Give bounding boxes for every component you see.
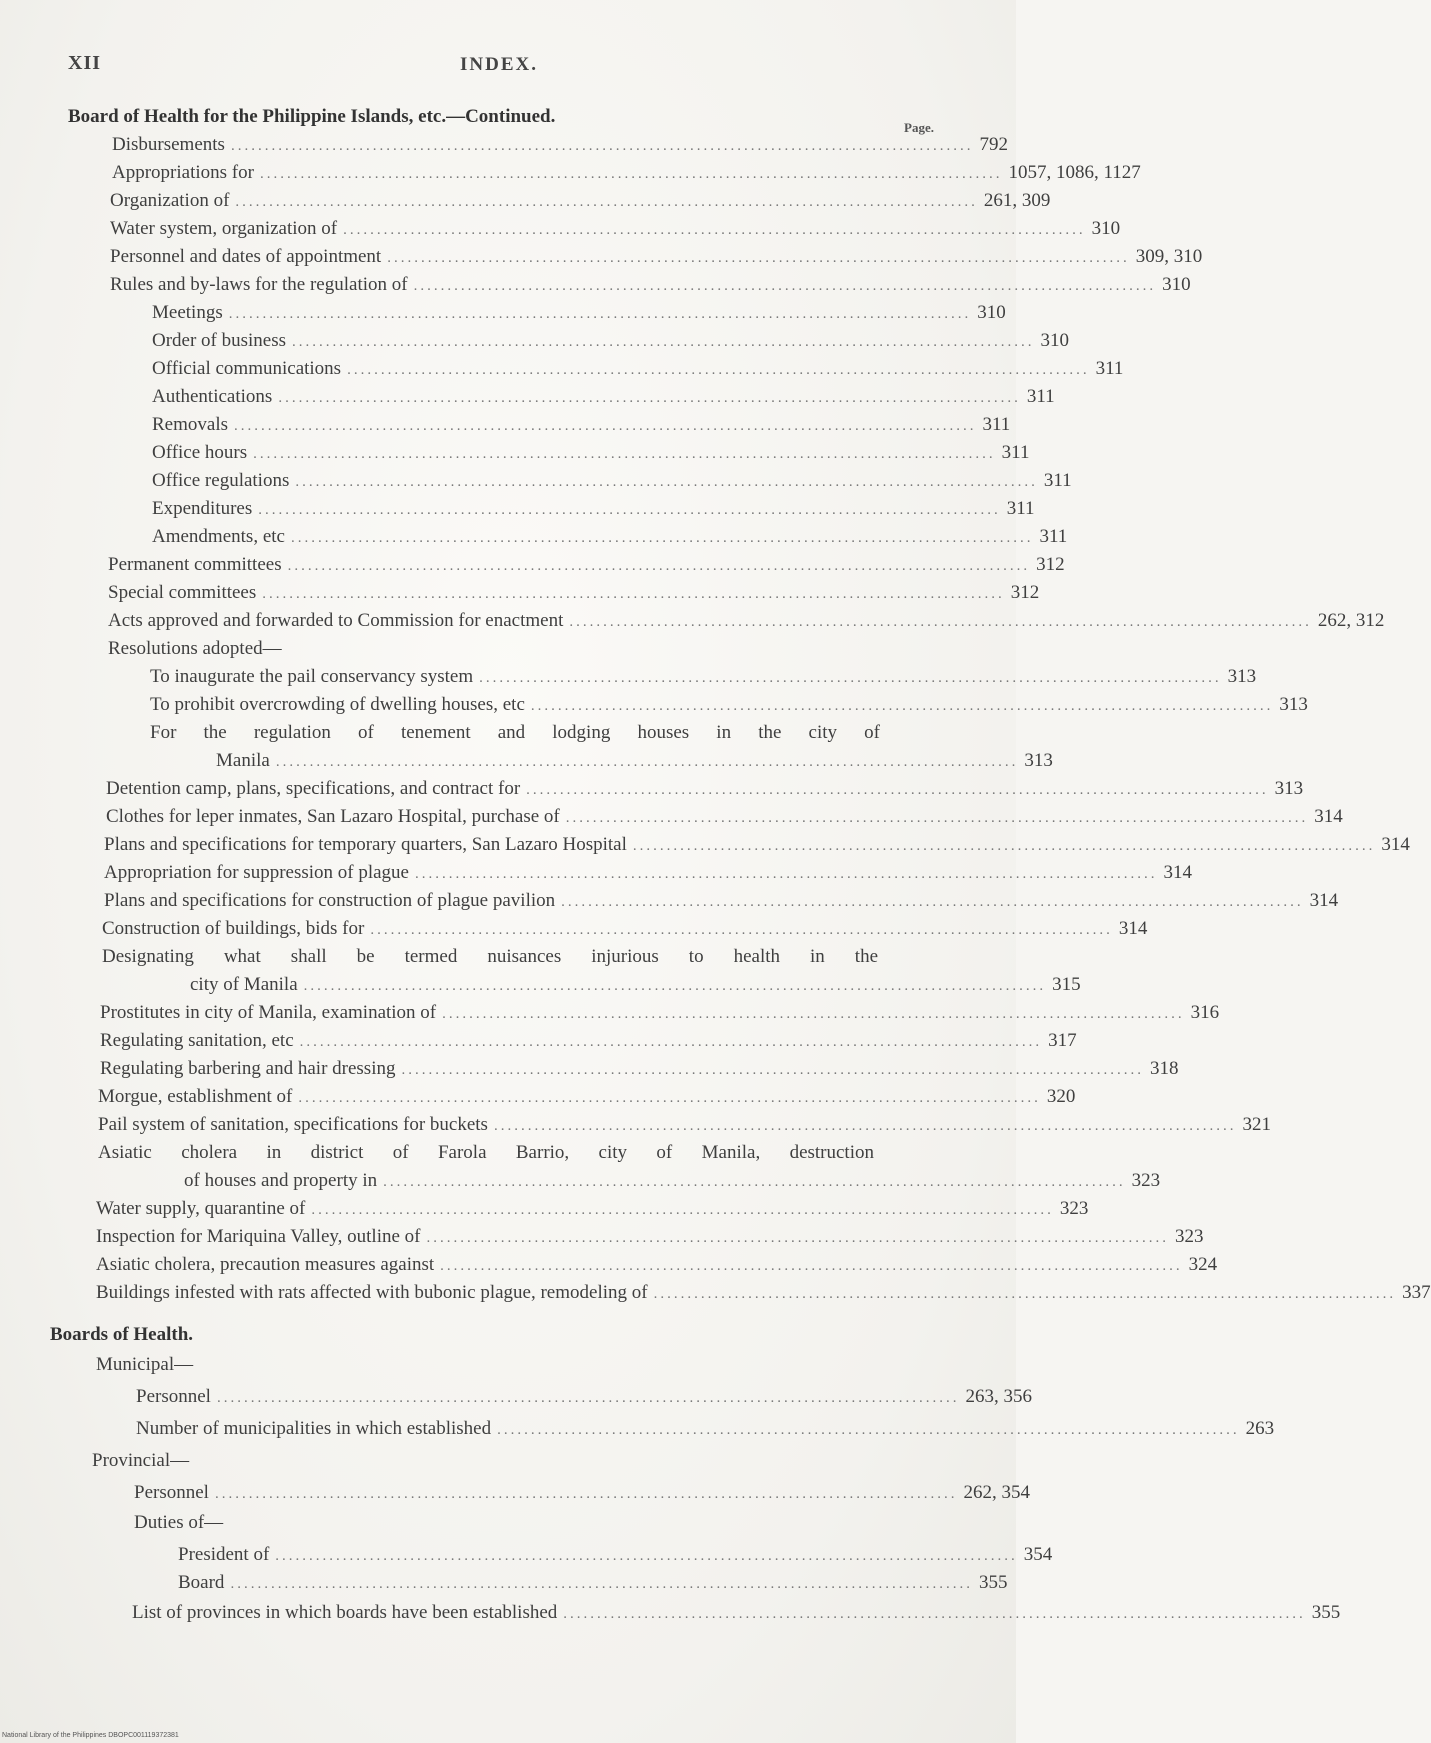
index-entry: List of provinces in which boards have been established .............................................................................................................. 355 bbox=[132, 1602, 1341, 1623]
index-subheading: Municipal— bbox=[96, 1354, 194, 1375]
index-entry: Buildings infested with rats affected with bubonic plague, remodeling of .............................................................................................................. 337 bbox=[96, 1282, 1431, 1303]
index-entry: Construction of buildings, bids for .............................................................................................................. 314 bbox=[102, 918, 1148, 939]
index-subheading: Resolutions adopted— bbox=[108, 638, 282, 659]
index-entry: Special committees .............................................................................................................. 312 bbox=[108, 582, 1040, 603]
index-entry: Office hours .............................................................................................................. 311 bbox=[152, 442, 1030, 463]
index-entry: city of Manila .............................................................................................................. 315 bbox=[190, 974, 1081, 995]
index-entry: Personnel .............................................................................................................. 262, 354 bbox=[134, 1482, 1030, 1503]
index-entry: Disbursements .............................................................................................................. 792 bbox=[112, 134, 1008, 155]
index-entry: Prostitutes in city of Manila, examination of .............................................................................................................. 316 bbox=[100, 1002, 1220, 1023]
index-entry: Permanent committees .............................................................................................................. 312 bbox=[108, 554, 1065, 575]
index-subheading: Duties of— bbox=[134, 1512, 224, 1533]
index-entry: Rules and by-laws for the regulation of .............................................................................................................. 310 bbox=[110, 274, 1191, 295]
page-title: INDEX. bbox=[460, 54, 538, 75]
index-entry: Water system, organization of .............................................................................................................. 310 bbox=[110, 218, 1121, 239]
index-entry: Inspection for Mariquina Valley, outline of .............................................................................................................. 323 bbox=[96, 1226, 1204, 1247]
index-entry: Expenditures .............................................................................................................. 311 bbox=[152, 498, 1035, 519]
index-entry: Organization of .............................................................................................................. 261, 309 bbox=[110, 190, 1051, 211]
index-entry: Board .............................................................................................................. 355 bbox=[178, 1572, 1008, 1593]
index-entry-wrapped: Designating what shall be termed nuisances injurious to health in the bbox=[102, 946, 878, 967]
index-entry: Pail system of sanitation, specifications for buckets .............................................................................................................. 321 bbox=[98, 1114, 1271, 1135]
index-entry-wrapped: Asiatic cholera in district of Farola Barrio, city of Manila, destruction bbox=[98, 1142, 874, 1163]
index-entry: Morgue, establishment of .............................................................................................................. 320 bbox=[98, 1086, 1076, 1107]
index-entry: To inaugurate the pail conservancy system .............................................................................................................. 313 bbox=[150, 666, 1257, 687]
index-entry: President of .............................................................................................................. 354 bbox=[178, 1544, 1053, 1565]
index-entry: Personnel .............................................................................................................. 263, 356 bbox=[136, 1386, 1032, 1407]
page-number-roman: XII bbox=[68, 52, 102, 74]
index-entry: Appropriations for .............................................................................................................. 1057, 1086, 1127 bbox=[112, 162, 1141, 183]
index-entry: Office regulations .............................................................................................................. 311 bbox=[152, 470, 1072, 491]
index-entry: Acts approved and forwarded to Commission for enactment .............................................................................................................. 262, 312 bbox=[108, 610, 1385, 631]
index-entry: Authentications .............................................................................................................. 311 bbox=[152, 386, 1055, 407]
section-heading: Boards of Health. bbox=[50, 1324, 194, 1345]
index-entry: Detention camp, plans, specifications, and contract for .............................................................................................................. 313 bbox=[106, 778, 1304, 799]
index-entry: Removals .............................................................................................................. 311 bbox=[152, 414, 1011, 435]
index-entry: To prohibit overcrowding of dwelling houses, etc .............................................................................................................. 313 bbox=[150, 694, 1308, 715]
index-entry: Manila .............................................................................................................. 313 bbox=[216, 750, 1053, 771]
index-entry: Personnel and dates of appointment .............................................................................................................. 309, 310 bbox=[110, 246, 1203, 267]
index-entry: Clothes for leper inmates, San Lazaro Hospital, purchase of .............................................................................................................. 314 bbox=[106, 806, 1343, 827]
index-entry: Plans and specifications for temporary quarters, San Lazaro Hospital .............................................................................................................. 314 bbox=[104, 834, 1410, 855]
page-column-label: Page. bbox=[904, 120, 934, 135]
index-entry: Order of business .............................................................................................................. 310 bbox=[152, 330, 1070, 351]
index-entry: Meetings .............................................................................................................. 310 bbox=[152, 302, 1006, 323]
index-entry: Official communications .............................................................................................................. 311 bbox=[152, 358, 1124, 379]
index-entry-wrapped: For the regulation of tenement and lodging houses in the city of bbox=[150, 722, 880, 743]
library-watermark-footer: National Library of the Philippines DBOPC001119372381 bbox=[2, 1732, 179, 1739]
section-heading: Board of Health for the Philippine Islands, etc.—Continued. bbox=[68, 106, 556, 127]
index-entry: Amendments, etc .............................................................................................................. 311 bbox=[152, 526, 1068, 547]
index-entry: Appropriation for suppression of plague .............................................................................................................. 314 bbox=[104, 862, 1192, 883]
index-subheading: Provincial— bbox=[92, 1450, 190, 1471]
index-entry: Asiatic cholera, precaution measures against .............................................................................................................. 324 bbox=[96, 1254, 1218, 1275]
index-entry: Regulating sanitation, etc .............................................................................................................. 317 bbox=[100, 1030, 1077, 1051]
index-entry: Water supply, quarantine of .............................................................................................................. 323 bbox=[96, 1198, 1089, 1219]
index-entry: Plans and specifications for construction of plague pavilion .............................................................................................................. 314 bbox=[104, 890, 1339, 911]
index-entry: of houses and property in .............................................................................................................. 323 bbox=[184, 1170, 1161, 1191]
index-entry: Number of municipalities in which established .............................................................................................................. 263 bbox=[136, 1418, 1275, 1439]
index-entry: Regulating barbering and hair dressing .............................................................................................................. 318 bbox=[100, 1058, 1179, 1079]
